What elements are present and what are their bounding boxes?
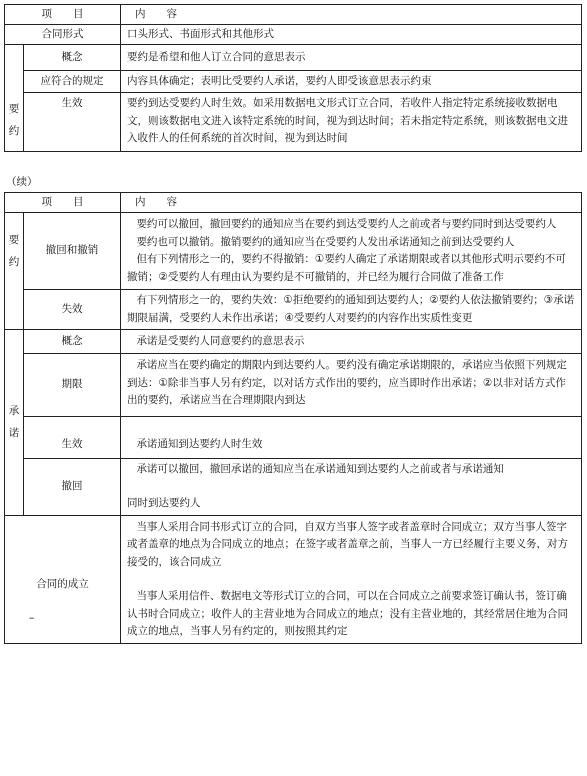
row-text-offer-concept: 要约是希望和他人订立合同的意思表示 — [121, 45, 582, 71]
header-item: 项 目 — [5, 5, 121, 25]
header-content: 内 容 — [121, 193, 582, 213]
row-label-contract-form: 合同形式 — [5, 25, 121, 45]
continued-label: （续） — [6, 176, 38, 188]
group-label-acceptance: 承 诺 — [5, 330, 24, 516]
row-text-contract-form: 口头形式、书面形式和其他形式 — [121, 25, 582, 45]
row-text-offer-invalid: 有下列情形之一的，要约失效：①拒绝要约的通知到达要约人；②要约人依法撤销要约；③承诺期限届满，受要约人未作出承诺；④受要约人对要约的内容作出实质性变更 — [121, 290, 582, 330]
group-label-offer: 要 约 — [5, 45, 24, 152]
row-label-acceptance-term: 期限 — [24, 354, 121, 417]
row-label-acceptance-withdraw: 撤回 — [24, 458, 121, 515]
row-text-offer-effective: 要约到达受要约人时生效。如采用数据电文形式订立合同，若收件人指定特定系统接收数据电文，则该数据电文进入该特定系统的时间，视为到达时间；若未指定特定系统，则该数据电文进入收件人的任何系统的首次时间，视为到达时间 — [121, 93, 582, 152]
row-text-withdraw-revoke: 要约可以撤回，撤回要约的通知应当在要约到达受要约人之前或者与要约同时到达受要约人 要约也可以撤销。撤销要约的通知应当在受要约人发出承诺通知之前到达受要约人 但有下列情形之一的，要约不得撤销：①要约人确定了承诺期限或者以其他形式明示要约不可撤销；②受要约人有理由认为要约是不可撤销的，并已经为履行合同做了准备工作 — [121, 213, 582, 290]
row-label-acceptance-effective: 生效 — [24, 416, 121, 458]
row-label-acceptance-concept: 概念 — [24, 330, 121, 354]
group-label-offer: 要 约 — [5, 213, 24, 330]
row-label-offer-concept: 概念 — [24, 45, 121, 71]
row-text-formation: 当事人采用合同书形式订立的合同，自双方当事人签字或者盖章时合同成立；双方当事人签字或者盖章的地点为合同成立的地点；在签字或者盖章之前，当事人一方已经履行主要义务，对方接受的，该合同成立 当事人采用信件、数据电文等形式订立的合同，可以在合同成立之前要求签订确认书，签订确认书时合同成立；收件人的主营业地为合同成立的地点；没有主营业地的，其经常居住地为合同成立的地点，当事人另有约定的，则按照其约定 — [121, 515, 582, 643]
row-label-offer-effective: 生效 — [24, 93, 121, 152]
row-text-acceptance-withdraw: 承诺可以撤回，撤回承诺的通知应当在承诺通知到达要约人之前或者与承诺通知 同时到达要约人 — [121, 458, 582, 515]
offer-acceptance-table — [4, 192, 582, 644]
row-text-acceptance-term: 承诺应当在要约确定的期限内到达要约人。要约没有确定承诺期限的，承诺应当依照下列规定到达：①除非当事人另有约定，以对话方式作出的要约，应当即时作出承诺；②以非对话方式作出的要约，承诺应当在合理期限内到达 — [121, 354, 582, 417]
row-text-acceptance-concept: 承诺是受要约人同意要约的意思表示 — [121, 330, 582, 354]
header-item: 项 目 — [5, 193, 121, 213]
row-text-acceptance-effective: 承诺通知到达要约人时生效 — [121, 416, 582, 458]
row-label-offer-requirements: 应符合的规定 — [24, 71, 121, 93]
contract-basics-table — [4, 4, 582, 152]
header-content: 内 容 — [121, 5, 582, 25]
row-label-offer-invalid: 失效 — [24, 290, 121, 330]
row-label-withdraw-revoke: 撤回和撤销 — [24, 213, 121, 290]
row-label-formation: 合同的成立 – — [5, 515, 121, 643]
row-text-offer-requirements: 内容具体确定；表明比受要约人承诺，要约人即受该意思表示约束 — [121, 71, 582, 93]
